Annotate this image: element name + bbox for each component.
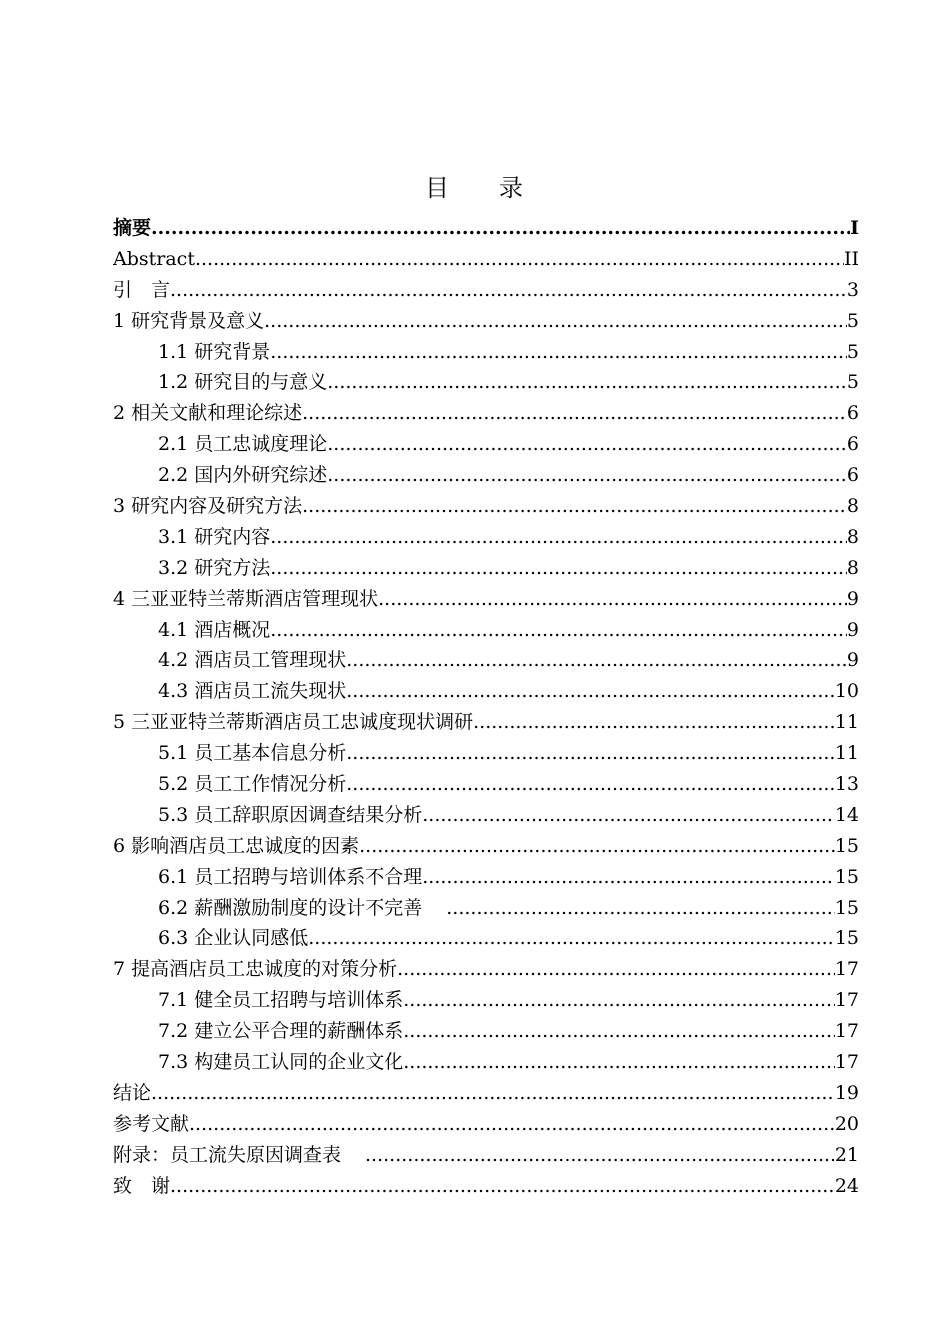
- toc-title: [0, 168, 950, 208]
- toc-entry[interactable]: [113, 1109, 859, 1140]
- toc-entry[interactable]: [113, 306, 859, 337]
- toc-entry[interactable]: [113, 275, 859, 306]
- toc-entry[interactable]: [113, 398, 859, 429]
- toc-page-number: 6: [846, 402, 859, 425]
- toc-page-number: 20: [834, 1112, 859, 1135]
- toc-leader-dots: [170, 1171, 835, 1202]
- toc-page-number: 6: [846, 433, 859, 456]
- toc-leader-dots: [195, 244, 844, 275]
- toc-page-number: 19: [834, 1081, 859, 1104]
- toc-page-number: 15: [834, 865, 859, 888]
- toc-leader-dots: [308, 923, 835, 954]
- toc-entry-label: 7.1 健全员工招聘与培训体系: [158, 989, 404, 1012]
- toc-entry[interactable]: [113, 1016, 859, 1047]
- toc-entry-label: 参考文献: [113, 1112, 190, 1135]
- toc-page-number: 9: [846, 618, 859, 641]
- toc-entry[interactable]: [113, 553, 859, 584]
- toc-page-number: 17: [834, 1051, 859, 1074]
- toc-page-number: 8: [846, 556, 859, 579]
- toc-page-number: 8: [846, 495, 859, 518]
- toc-entry-label: 附录：员工流失原因调查表: [113, 1143, 342, 1166]
- toc-page-number: 14: [834, 803, 859, 826]
- toc-entry-label: 引 言: [113, 278, 171, 301]
- toc-entry[interactable]: [113, 244, 859, 275]
- toc-entry[interactable]: [113, 769, 859, 800]
- toc-entry[interactable]: [113, 831, 859, 862]
- toc-entry-label: 6.1 员工招聘与培训体系不合理: [158, 865, 423, 888]
- toc-page-number: 17: [834, 989, 859, 1012]
- toc-leader-dots: [346, 676, 835, 707]
- toc-page-number: 13: [834, 773, 859, 796]
- toc-leader-dots: [270, 337, 847, 368]
- toc-page-number: II: [843, 247, 859, 270]
- toc-entry-label: 4 三亚亚特兰蒂斯酒店管理现状: [113, 587, 379, 610]
- toc-entry[interactable]: [113, 1140, 859, 1171]
- toc-entry-label: 5.2 员工工作情况分析: [158, 773, 347, 796]
- toc-page-number: 24: [834, 1174, 859, 1197]
- toc-leader-dots: [346, 645, 847, 676]
- toc-entry[interactable]: [113, 985, 859, 1016]
- toc-entry-label: 1 研究背景及意义: [113, 309, 265, 332]
- toc-entry[interactable]: [113, 367, 859, 398]
- toc-entry-label: 4.1 酒店概况: [158, 618, 271, 641]
- toc-entry-label: 3.2 研究方法: [158, 556, 271, 579]
- toc-entry[interactable]: [113, 954, 859, 985]
- toc-page-number: 8: [846, 525, 859, 548]
- toc-entry-label: 4.3 酒店员工流失现状: [158, 680, 347, 703]
- toc-list: [113, 213, 859, 1202]
- toc-entry-label: 4.2 酒店员工管理现状: [158, 649, 347, 672]
- toc-leader-dots: [359, 831, 835, 862]
- toc-entry-label: 5.3 员工辞职原因调查结果分析: [158, 803, 423, 826]
- toc-page-number: 9: [846, 649, 859, 672]
- toc-entry-label: 7 提高酒店员工忠诚度的对策分析: [113, 958, 398, 981]
- toc-entry[interactable]: [113, 491, 859, 522]
- toc-entry[interactable]: [113, 645, 859, 676]
- toc-entry[interactable]: [113, 738, 859, 769]
- toc-page-number: 17: [834, 958, 859, 981]
- toc-leader-dots: [403, 1047, 835, 1078]
- toc-leader-dots: [346, 769, 835, 800]
- toc-page-number: 15: [834, 834, 859, 857]
- toc-leader-dots: [264, 306, 847, 337]
- toc-leader-dots: [327, 367, 847, 398]
- toc-entry-label: 摘要: [113, 217, 152, 239]
- toc-entry-label: 6.2 薪酬激励制度的设计不完善: [158, 896, 423, 919]
- toc-leader-dots: [403, 1016, 835, 1047]
- toc-leader-dots: [189, 1109, 835, 1140]
- toc-entry[interactable]: [113, 923, 859, 954]
- toc-entry[interactable]: [113, 213, 859, 244]
- toc-entry[interactable]: [113, 460, 859, 491]
- toc-leader-dots: [403, 985, 835, 1016]
- toc-entry-label: 3.1 研究内容: [158, 525, 271, 548]
- toc-page-number: 15: [834, 927, 859, 950]
- toc-page-number: 11: [834, 711, 859, 734]
- toc-entry-label: 6.3 企业认同感低: [158, 927, 309, 950]
- toc-entry[interactable]: [113, 707, 859, 738]
- toc-title-right: 录: [499, 174, 525, 202]
- toc-entry-label: 2.1 员工忠诚度理论: [158, 433, 328, 456]
- toc-entry-label: 2.2 国内外研究综述: [158, 464, 328, 487]
- toc-entry-label: Abstract: [113, 247, 195, 270]
- toc-leader-dots: [302, 398, 847, 429]
- toc-leader-dots: [422, 800, 835, 831]
- toc-entry-label: 5.1 员工基本信息分析: [158, 742, 347, 765]
- toc-leader-dots: [378, 584, 847, 615]
- toc-leader-dots: [473, 707, 835, 738]
- toc-page-number: I: [850, 217, 859, 239]
- toc-entry[interactable]: [113, 1047, 859, 1078]
- toc-entry[interactable]: [113, 429, 859, 460]
- toc-leader-dots: [151, 213, 850, 244]
- toc-leader-dots: [346, 738, 835, 769]
- toc-entry[interactable]: [113, 1171, 859, 1202]
- toc-entry-label: 3 研究内容及研究方法: [113, 495, 303, 518]
- toc-leader-dots: [302, 491, 847, 522]
- toc-leader-dots: [327, 429, 847, 460]
- toc-entry[interactable]: [113, 615, 859, 646]
- toc-entry-label: 1.2 研究目的与意义: [158, 371, 328, 394]
- toc-entry[interactable]: [113, 862, 859, 893]
- toc-entry[interactable]: [113, 522, 859, 553]
- toc-entry-label: 结论: [113, 1081, 152, 1104]
- toc-leader-dots: [270, 615, 847, 646]
- toc-entry[interactable]: [113, 800, 859, 831]
- toc-page-number: 17: [834, 1020, 859, 1043]
- toc-leader-dots: [170, 275, 847, 306]
- toc-page-number: 15: [834, 896, 859, 919]
- toc-entry-label: 1.1 研究背景: [158, 340, 271, 363]
- toc-leader-dots: [446, 893, 835, 924]
- toc-entry-label: 7.3 构建员工认同的企业文化: [158, 1051, 404, 1074]
- toc-entry[interactable]: [113, 337, 859, 368]
- toc-page-number: 5: [846, 340, 859, 363]
- toc-entry-label: 6 影响酒店员工忠诚度的因素: [113, 834, 360, 857]
- toc-entry-label: 7.2 建立公平合理的薪酬体系: [158, 1020, 404, 1043]
- toc-page-number: 9: [846, 587, 859, 610]
- toc-page-number: 21: [834, 1143, 859, 1166]
- toc-entry[interactable]: [113, 1078, 859, 1109]
- toc-page-number: 6: [846, 464, 859, 487]
- toc-leader-dots: [270, 553, 847, 584]
- toc-entry-label: 2 相关文献和理论综述: [113, 402, 303, 425]
- toc-page-number: 11: [834, 742, 859, 765]
- toc-page-number: 5: [846, 371, 859, 394]
- toc-title-left: 目: [425, 174, 451, 202]
- toc-leader-dots: [270, 522, 847, 553]
- toc-entry[interactable]: [113, 584, 859, 615]
- toc-leader-dots: [397, 954, 835, 985]
- toc-entry-label: 致 谢: [113, 1174, 171, 1197]
- toc-entry[interactable]: [113, 893, 859, 924]
- toc-leader-dots: [365, 1140, 835, 1171]
- toc-page-number: 3: [846, 278, 859, 301]
- toc-leader-dots: [422, 862, 835, 893]
- toc-entry[interactable]: [113, 676, 859, 707]
- toc-page-number: 5: [846, 309, 859, 332]
- toc-leader-dots: [151, 1078, 835, 1109]
- toc-page-number: 10: [834, 680, 859, 703]
- toc-leader-dots: [327, 460, 847, 491]
- toc-entry-label: 5 三亚亚特兰蒂斯酒店员工忠诚度现状调研: [113, 711, 474, 734]
